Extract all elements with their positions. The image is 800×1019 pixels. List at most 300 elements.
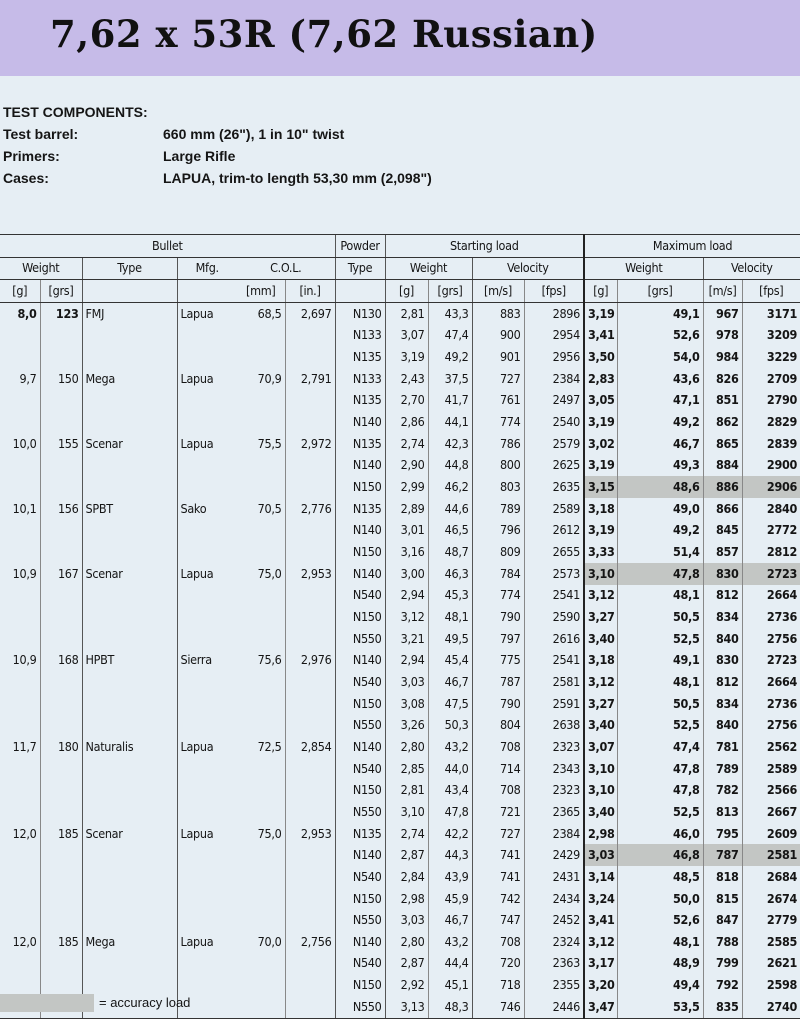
cell-col-in: 2,976	[285, 649, 335, 671]
cell-m-fps: 2736	[742, 606, 800, 628]
unit-g: [g]	[584, 280, 617, 303]
cell-m-fps: 2756	[742, 714, 800, 736]
cell-bw-g: 9,7	[19, 370, 37, 386]
cell-type	[82, 606, 177, 628]
cell-s-fps: 2956	[524, 346, 584, 368]
header-type: Type	[82, 257, 177, 280]
cell-s-g: 2,43	[385, 368, 428, 390]
cell-col-in	[285, 844, 335, 866]
cell-s-grs: 43,2	[428, 931, 472, 953]
cell-bw-g	[0, 779, 40, 801]
component-value: 660 mm (26"), 1 in 10" twist	[163, 126, 345, 142]
cell-m-grs: 47,8	[617, 779, 703, 801]
table-row	[0, 476, 800, 498]
cell-s-ms: 720	[472, 953, 524, 975]
cell-m-g: 3,18	[584, 498, 617, 520]
cell-s-ms: 774	[472, 411, 524, 433]
cell-s-grs: 46,7	[428, 909, 472, 931]
cell-powder: N133	[335, 325, 385, 347]
cell-s-fps: 2541	[524, 585, 584, 607]
cell-mfg	[177, 346, 237, 368]
cell-s-grs: 43,9	[428, 866, 472, 888]
table-row	[0, 433, 800, 455]
cell-bw-g	[0, 844, 40, 866]
cell-bw-grs	[40, 346, 82, 368]
cell-bw-grs: 168	[40, 649, 82, 671]
header-row-units	[0, 280, 800, 303]
cell-m-fps: 2740	[742, 996, 800, 1018]
cell-m-fps: 2829	[742, 411, 800, 433]
cell-m-g: 3,19	[584, 455, 617, 477]
cell-powder: N135	[335, 346, 385, 368]
cell-s-g: 3,12	[385, 606, 428, 628]
cell-col-in: 2,972	[285, 433, 335, 455]
cell-m-ms: 826	[703, 368, 742, 390]
cell-bw-grs	[40, 714, 82, 736]
cell-mfg	[177, 455, 237, 477]
cell-col-mm	[237, 801, 285, 823]
cell-type	[82, 520, 177, 542]
unit-g: [g]	[0, 280, 40, 303]
cell-s-ms: 761	[472, 390, 524, 412]
cell-col-in: 2,791	[285, 368, 335, 390]
cell-s-ms: 727	[472, 368, 524, 390]
cell-s-grs: 48,7	[428, 541, 472, 563]
cell-mfg: Lapua	[177, 368, 237, 390]
cell-s-fps: 2323	[524, 779, 584, 801]
cell-s-fps: 2446	[524, 996, 584, 1018]
cell-bw-grs	[40, 758, 82, 780]
cell-m-fps: 2772	[742, 520, 800, 542]
cell-powder: N150	[335, 974, 385, 996]
cell-s-g: 3,01	[385, 520, 428, 542]
cell-s-g: 3,03	[385, 909, 428, 931]
cell-powder: N550	[335, 909, 385, 931]
cell-s-grs: 43,2	[428, 736, 472, 758]
cell-m-fps: 2562	[742, 736, 800, 758]
cell-mfg	[177, 758, 237, 780]
cell-bw-g	[0, 476, 40, 498]
table-row	[0, 844, 800, 866]
cell-s-g: 2,80	[385, 931, 428, 953]
cell-s-ms: 747	[472, 909, 524, 931]
cell-m-fps: 2812	[742, 541, 800, 563]
unit-ms: [m/s]	[472, 280, 524, 303]
cell-type	[82, 714, 177, 736]
cell-powder: N140	[335, 563, 385, 585]
unit-fps: [fps]	[524, 280, 584, 303]
cell-bw-g: 10,0	[12, 435, 37, 451]
cell-s-ms: 809	[472, 541, 524, 563]
cell-mfg: Sierra	[177, 649, 237, 671]
cell-s-ms: 708	[472, 736, 524, 758]
cell-bw-g: 8,0	[17, 305, 37, 321]
cell-powder: N140	[335, 411, 385, 433]
unit-mm: [mm]	[237, 280, 285, 303]
cell-m-fps: 2684	[742, 866, 800, 888]
cell-col-mm: 75,0	[257, 565, 282, 581]
cell-col-mm	[237, 779, 285, 801]
cell-col-in	[285, 758, 335, 780]
table-row	[0, 758, 800, 780]
cell-bw-g: 12,0	[12, 933, 37, 949]
cell-s-g: 2,94	[385, 649, 428, 671]
cell-powder: N150	[335, 779, 385, 801]
cell-m-ms: 866	[703, 498, 742, 520]
cell-m-grs: 46,8	[617, 844, 703, 866]
cell-mfg	[177, 585, 237, 607]
cell-m-fps: 2900	[742, 455, 800, 477]
cell-s-grs: 44,3	[428, 844, 472, 866]
cell-col-mm: 75,6	[257, 652, 282, 668]
cell-mfg	[177, 844, 237, 866]
cell-m-g: 3,10	[584, 779, 617, 801]
cell-col-in	[285, 974, 335, 996]
cell-m-g: 3,41	[584, 909, 617, 931]
cell-m-fps: 2839	[742, 433, 800, 455]
cell-s-g: 2,89	[385, 498, 428, 520]
cell-col-in	[285, 801, 335, 823]
cell-powder: N150	[335, 476, 385, 498]
unit-grs: [grs]	[428, 280, 472, 303]
cell-bw-g	[0, 909, 40, 931]
cell-s-g: 3,07	[385, 325, 428, 347]
cell-s-ms: 784	[472, 563, 524, 585]
cell-col-mm	[237, 585, 285, 607]
cell-m-ms: 830	[703, 649, 742, 671]
cell-bw-grs	[40, 325, 82, 347]
header-weight: Weight	[0, 257, 82, 280]
cell-s-fps: 2589	[524, 498, 584, 520]
cell-col-in	[285, 628, 335, 650]
cell-col-mm	[237, 974, 285, 996]
cell-s-g: 2,74	[385, 433, 428, 455]
cell-m-grs: 50,5	[617, 606, 703, 628]
cell-mfg	[177, 909, 237, 931]
cell-s-g: 2,84	[385, 866, 428, 888]
cell-s-fps: 2452	[524, 909, 584, 931]
cell-bw-g	[0, 325, 40, 347]
cell-col-mm	[237, 455, 285, 477]
cell-col-in	[285, 953, 335, 975]
table-row	[0, 801, 800, 823]
cell-s-fps: 2579	[524, 433, 584, 455]
cell-bw-g	[0, 585, 40, 607]
cell-type: Mega	[82, 368, 177, 390]
cell-col-in: 2,756	[285, 931, 335, 953]
cell-s-grs: 44,0	[428, 758, 472, 780]
cell-m-g: 3,19	[584, 411, 617, 433]
cell-m-ms: 795	[703, 823, 742, 845]
legend-label: = accuracy load	[99, 995, 191, 1010]
cell-m-grs: 47,1	[617, 390, 703, 412]
cell-s-grs: 45,9	[428, 888, 472, 910]
cell-mfg	[177, 693, 237, 715]
table-row	[0, 411, 800, 433]
cell-s-ms: 787	[472, 671, 524, 693]
cell-bw-g	[0, 866, 40, 888]
cell-mfg	[177, 476, 237, 498]
unit-grs: [grs]	[617, 280, 703, 303]
cell-s-grs: 37,5	[428, 368, 472, 390]
cell-m-fps: 2585	[742, 931, 800, 953]
cell-mfg	[177, 541, 237, 563]
cell-type: Scenar	[82, 823, 177, 845]
cell-m-fps: 2674	[742, 888, 800, 910]
cell-m-fps: 2709	[742, 368, 800, 390]
cell-m-grs: 52,5	[617, 628, 703, 650]
cell-type	[82, 390, 177, 412]
table-row	[0, 346, 800, 368]
cell-bw-g	[0, 411, 40, 433]
cell-m-ms: 845	[703, 520, 742, 542]
cell-m-ms: 788	[703, 931, 742, 953]
cell-s-grs: 42,2	[428, 823, 472, 845]
cell-s-g: 2,86	[385, 411, 428, 433]
cell-m-ms: 799	[703, 953, 742, 975]
cell-mfg	[177, 628, 237, 650]
cell-s-ms: 797	[472, 628, 524, 650]
cell-type	[82, 541, 177, 563]
cell-s-grs: 44,4	[428, 953, 472, 975]
cell-s-grs: 45,4	[428, 649, 472, 671]
cell-s-fps: 2581	[524, 671, 584, 693]
cell-bw-g	[0, 974, 40, 996]
cell-s-fps: 2612	[524, 520, 584, 542]
header-powder: Powder	[335, 235, 385, 258]
cell-col-in	[285, 325, 335, 347]
cell-col-mm	[237, 606, 285, 628]
cell-col-mm	[237, 411, 285, 433]
cell-s-grs: 43,3	[428, 302, 472, 324]
table-row	[0, 888, 800, 910]
cell-col-in: 2,953	[285, 563, 335, 585]
cell-m-g: 3,33	[584, 541, 617, 563]
cell-bw-g	[0, 520, 40, 542]
cell-m-grs: 48,6	[617, 476, 703, 498]
cell-m-grs: 49,1	[617, 302, 703, 324]
cell-mfg: Lapua	[177, 931, 237, 953]
table-row	[0, 302, 800, 324]
cell-powder: N130	[335, 302, 385, 324]
cell-col-mm: 72,5	[257, 738, 282, 754]
cell-powder: N135	[335, 390, 385, 412]
cell-m-g: 3,10	[584, 563, 617, 585]
cell-type	[82, 801, 177, 823]
cell-bw-grs	[40, 455, 82, 477]
cell-powder: N140	[335, 649, 385, 671]
cell-bw-g	[0, 953, 40, 975]
cell-m-grs: 48,1	[617, 931, 703, 953]
table-row	[0, 779, 800, 801]
cell-s-g: 2,81	[385, 302, 428, 324]
cell-bw-g	[0, 801, 40, 823]
cell-type	[82, 779, 177, 801]
cell-col-in	[285, 476, 335, 498]
cell-m-ms: 787	[703, 844, 742, 866]
cell-m-ms: 834	[703, 606, 742, 628]
cell-m-fps: 2589	[742, 758, 800, 780]
cell-s-ms: 796	[472, 520, 524, 542]
cell-m-g: 3,41	[584, 325, 617, 347]
table-row	[0, 563, 800, 585]
cell-col-mm: 70,9	[257, 370, 282, 386]
cell-s-fps: 2954	[524, 325, 584, 347]
cell-m-grs: 50,5	[617, 693, 703, 715]
cell-bw-grs	[40, 411, 82, 433]
cell-type	[82, 411, 177, 433]
cell-m-grs: 52,6	[617, 325, 703, 347]
cell-powder: N150	[335, 606, 385, 628]
cell-m-fps: 2566	[742, 779, 800, 801]
cell-m-g: 3,47	[584, 996, 617, 1018]
unit-ms: [m/s]	[703, 280, 742, 303]
cell-m-ms: 857	[703, 541, 742, 563]
cell-col-in: 2,776	[285, 498, 335, 520]
cell-m-grs: 47,4	[617, 736, 703, 758]
cell-bw-grs	[40, 520, 82, 542]
cell-m-grs: 46,0	[617, 823, 703, 845]
cell-m-grs: 51,4	[617, 541, 703, 563]
cell-bw-grs: 155	[40, 433, 82, 455]
table-row	[0, 585, 800, 607]
cell-bw-grs: 185	[40, 931, 82, 953]
cell-mfg	[177, 974, 237, 996]
cell-bw-grs: 123	[40, 302, 82, 324]
cell-type	[82, 953, 177, 975]
cell-bw-g	[0, 346, 40, 368]
cell-bw-grs	[40, 606, 82, 628]
cell-s-fps: 2324	[524, 931, 584, 953]
cell-col-in	[285, 909, 335, 931]
load-data-table	[0, 234, 800, 1019]
cell-s-g: 3,00	[385, 563, 428, 585]
cell-col-mm: 75,0	[257, 825, 282, 841]
cell-mfg	[177, 606, 237, 628]
cell-type	[82, 346, 177, 368]
cell-s-ms: 714	[472, 758, 524, 780]
cell-m-grs: 48,9	[617, 953, 703, 975]
cell-m-ms: 789	[703, 758, 742, 780]
cell-powder: N540	[335, 866, 385, 888]
cell-s-fps: 2343	[524, 758, 584, 780]
table-row	[0, 390, 800, 412]
cell-s-grs: 48,3	[428, 996, 472, 1018]
cell-bw-g: 12,0	[12, 825, 37, 841]
cell-s-fps: 2384	[524, 368, 584, 390]
cell-col-in	[285, 390, 335, 412]
cell-bw-g	[0, 758, 40, 780]
cell-s-g: 2,94	[385, 585, 428, 607]
cell-powder: N133	[335, 368, 385, 390]
cell-s-grs: 42,3	[428, 433, 472, 455]
cell-m-grs: 49,1	[617, 649, 703, 671]
cell-mfg	[177, 411, 237, 433]
cell-bw-grs: 185	[40, 823, 82, 845]
cell-powder: N140	[335, 455, 385, 477]
table-row	[0, 931, 800, 953]
cell-bw-g	[0, 693, 40, 715]
cell-col-mm: 68,5	[257, 305, 282, 321]
cell-m-fps: 2581	[742, 844, 800, 866]
cell-col-in	[285, 779, 335, 801]
cell-col-mm	[237, 541, 285, 563]
table-row	[0, 541, 800, 563]
cell-s-grs: 46,5	[428, 520, 472, 542]
cell-m-ms: 840	[703, 714, 742, 736]
cell-col-in	[285, 671, 335, 693]
cell-s-ms: 741	[472, 844, 524, 866]
cell-col-mm	[237, 758, 285, 780]
cell-powder: N540	[335, 953, 385, 975]
header-powder-type: Type	[335, 257, 385, 280]
cell-s-grs: 41,7	[428, 390, 472, 412]
cell-m-fps: 2664	[742, 585, 800, 607]
cell-m-g: 3,05	[584, 390, 617, 412]
cell-m-g: 3,18	[584, 649, 617, 671]
unit-empty	[335, 280, 385, 303]
cell-s-fps: 2429	[524, 844, 584, 866]
cell-m-g: 3,14	[584, 866, 617, 888]
cell-type	[82, 693, 177, 715]
cell-m-ms: 812	[703, 585, 742, 607]
cell-powder: N140	[335, 736, 385, 758]
cell-col-mm	[237, 714, 285, 736]
cell-m-ms: 792	[703, 974, 742, 996]
cell-col-in	[285, 888, 335, 910]
cell-powder: N550	[335, 996, 385, 1018]
cell-s-grs: 48,1	[428, 606, 472, 628]
cell-m-grs: 49,2	[617, 520, 703, 542]
cell-type: Mega	[82, 931, 177, 953]
cell-m-fps: 2723	[742, 649, 800, 671]
cell-col-mm	[237, 844, 285, 866]
cell-m-ms: 813	[703, 801, 742, 823]
cell-type	[82, 628, 177, 650]
unit-g: [g]	[385, 280, 428, 303]
cell-m-ms: 884	[703, 455, 742, 477]
cell-powder: N550	[335, 714, 385, 736]
page-title: 7,62 x 53R (7,62 Russian)	[50, 12, 598, 56]
cell-s-ms: 900	[472, 325, 524, 347]
table-row	[0, 520, 800, 542]
cell-m-grs: 53,5	[617, 996, 703, 1018]
cell-bw-g: 10,9	[12, 652, 37, 668]
cell-m-grs: 48,1	[617, 671, 703, 693]
cell-m-grs: 43,6	[617, 368, 703, 390]
cell-powder: N135	[335, 498, 385, 520]
cell-s-grs: 49,2	[428, 346, 472, 368]
cell-col-in	[285, 411, 335, 433]
cell-m-g: 3,12	[584, 671, 617, 693]
cell-s-fps: 2896	[524, 302, 584, 324]
component-value: LAPUA, trim-to length 53,30 mm (2,098")	[163, 170, 432, 186]
cell-mfg: Lapua	[177, 433, 237, 455]
cell-bw-g	[0, 628, 40, 650]
cell-col-in	[285, 346, 335, 368]
test-components	[3, 101, 703, 189]
cell-m-fps: 2906	[742, 476, 800, 498]
cell-mfg: Sako	[177, 498, 237, 520]
cell-m-g: 3,20	[584, 974, 617, 996]
cell-s-ms: 746	[472, 996, 524, 1018]
table-row	[0, 953, 800, 975]
table-row	[0, 498, 800, 520]
component-row	[3, 145, 703, 167]
cell-bw-g	[0, 541, 40, 563]
cell-mfg	[177, 801, 237, 823]
cell-m-ms: 840	[703, 628, 742, 650]
